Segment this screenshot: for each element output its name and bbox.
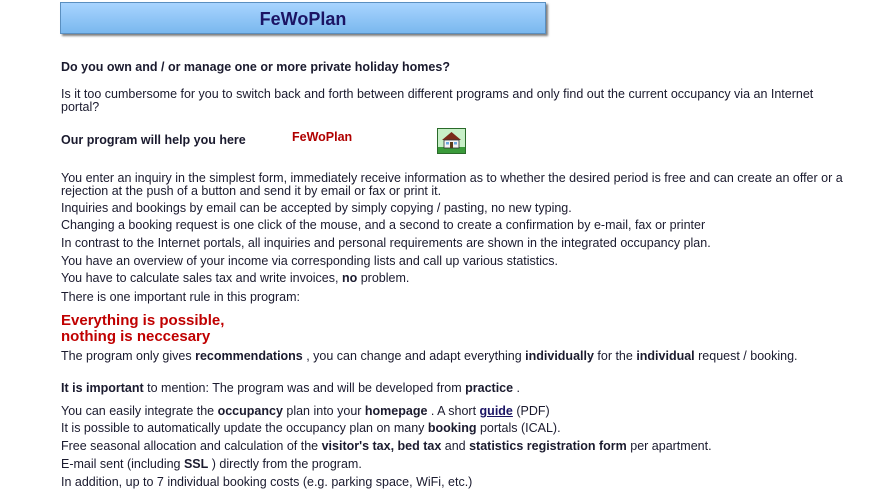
tax-line: You have to calculate sales tax and write invoices, no problem. bbox=[61, 271, 410, 285]
intro-problem: Is it too cumbersome for you to switch back and forth between different programs and only find out the current occupancy via an Internet portal? bbox=[61, 87, 814, 114]
important-text: It is important to mention: The program was and will be developed from practice . bbox=[61, 381, 521, 395]
feature-item: Changing a booking request is one click of the mouse, and a second to create a confirmation by e-mail, fax or printer bbox=[61, 218, 706, 232]
feature-item: You enter an inquiry in the simplest form, immediately receive information as to whether the desired period is free and can create an offer or a rejection at the push of a button and send it by email or fax or print it. bbox=[61, 171, 843, 198]
update-text: It is possible to automatically update the occupancy plan on many booking portals (ICAL). bbox=[61, 421, 561, 435]
costs-text: In addition, up to 7 individual booking costs (e.g. parking space, WiFi, etc.) bbox=[61, 475, 473, 489]
house-icon bbox=[437, 128, 466, 154]
brand-name: FeWoPlan bbox=[292, 130, 353, 144]
intro-question: Do you own and / or manage one or more private holiday homes? bbox=[61, 60, 450, 74]
email-text: E-mail sent (including SSL ) directly from the program. bbox=[61, 457, 362, 471]
rule-intro: There is one important rule in this program: bbox=[61, 290, 300, 304]
recommend-text: The program only gives recommendations , you can change and adapt everything individually for the individual request / booking. bbox=[61, 349, 798, 363]
page-title: FeWoPlan bbox=[259, 9, 347, 29]
feature-item: Inquiries and bookings by email can be accepted by simply copying / pasting, no new typing. bbox=[61, 201, 572, 215]
header-banner bbox=[60, 2, 546, 34]
integrate-text: You can easily integrate the occupancy plan into your homepage . A short guide (PDF) bbox=[61, 404, 550, 418]
feature-item: In contrast to the Internet portals, all inquiries and personal requirements are shown in the integrated occupancy plan. bbox=[61, 236, 711, 250]
seasonal-text: Free seasonal allocation and calculation of the visitor's tax, bed tax and statistics registration form per apartment. bbox=[61, 439, 712, 453]
slogan-line-1: Everything is possible, bbox=[61, 312, 225, 329]
guide-link[interactable]: guide bbox=[479, 404, 513, 418]
help-text: Our program will help you here bbox=[61, 133, 246, 147]
feature-item: You have an overview of your income via corresponding lists and call up various statistics. bbox=[61, 254, 559, 268]
slogan-line-2: nothing is neccesary bbox=[61, 328, 211, 345]
